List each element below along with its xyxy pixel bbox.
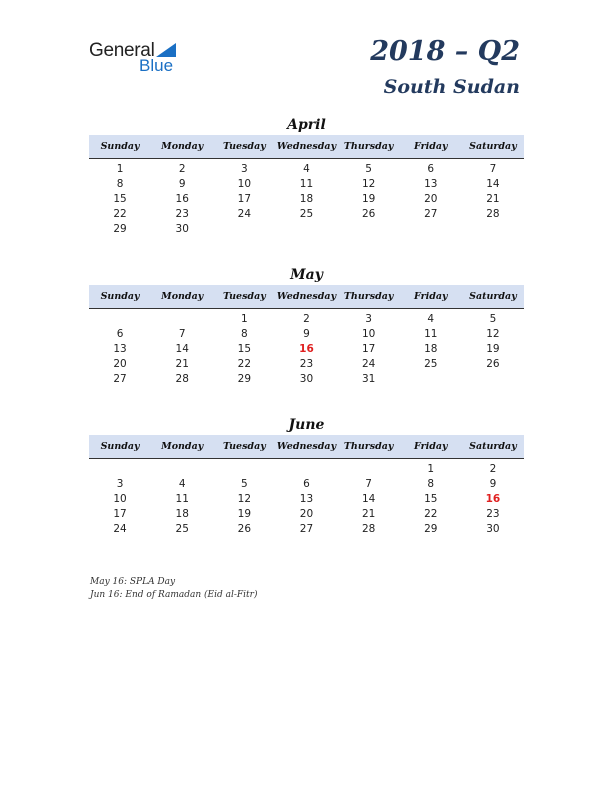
- day-cell: 17: [113, 507, 127, 520]
- day-cell: 4: [178, 477, 186, 490]
- day-cell: 11: [299, 177, 314, 190]
- day-cell: 11: [424, 327, 438, 340]
- week-row: [89, 461, 524, 476]
- day-cell: 19: [237, 507, 252, 520]
- day-cell: 12: [237, 492, 252, 505]
- day-cell: 3: [116, 477, 124, 490]
- holiday-note: May 16: SPLA Day: [90, 577, 176, 587]
- day-cell: 22: [113, 207, 127, 220]
- week-row: [89, 491, 524, 506]
- week-row: [89, 311, 524, 326]
- day-cell: 23: [299, 357, 314, 370]
- day-cell: 26: [361, 207, 376, 220]
- day-cell: 9: [303, 327, 310, 340]
- day-cell: 3: [365, 312, 372, 325]
- day-cell: 14: [361, 492, 376, 505]
- day-cell: 30: [486, 522, 500, 535]
- day-cell: 12: [486, 327, 500, 340]
- weekday-label: Wednesday: [276, 291, 337, 302]
- day-cell: 20: [424, 192, 438, 205]
- weekday-label: Saturday: [469, 141, 517, 152]
- day-cell: 7: [489, 162, 497, 175]
- day-cell: 29: [113, 222, 127, 235]
- day-cell: 3: [241, 162, 248, 175]
- day-cell: 2: [489, 462, 497, 475]
- day-cell: 1: [427, 462, 435, 475]
- day-cell: 19: [361, 192, 376, 205]
- weekday-label: Thursday: [343, 291, 394, 302]
- day-cell: 26: [486, 357, 500, 370]
- day-cell: 20: [299, 507, 314, 520]
- day-cell: 12: [361, 177, 376, 190]
- day-cell: 1: [116, 162, 124, 175]
- weekday-label: Thursday: [343, 441, 394, 452]
- day-cell: 21: [175, 357, 189, 370]
- day-cell: 4: [427, 312, 435, 325]
- day-cell: 22: [237, 357, 252, 370]
- day-cell: 4: [303, 162, 310, 175]
- logo: [89, 40, 189, 76]
- day-cell: 17: [361, 342, 376, 355]
- weekday-header-row: [89, 135, 524, 159]
- logo-blue-text: Blue: [139, 56, 174, 75]
- day-cell: 6: [116, 327, 124, 340]
- weekday-label: Monday: [161, 441, 204, 452]
- week-row: [89, 521, 524, 536]
- country-title: South Sudan: [383, 76, 520, 98]
- weekday-header-row: [89, 435, 524, 459]
- month-name: June: [288, 417, 325, 433]
- day-cell: 2: [303, 312, 310, 325]
- weekday-header-row: [89, 285, 524, 309]
- holiday-note: Jun 16: End of Ramadan (Eid al-Fitr): [90, 589, 258, 600]
- day-cell: 28: [486, 207, 500, 220]
- day-cell: 24: [113, 522, 127, 535]
- day-cell: 10: [237, 177, 252, 190]
- weekday-label: Sunday: [100, 291, 140, 302]
- day-cell: 30: [299, 372, 314, 385]
- month-june: [89, 415, 524, 536]
- day-cell: 25: [424, 357, 438, 370]
- day-cell: 9: [489, 477, 497, 490]
- day-cell: 7: [178, 327, 186, 340]
- day-cell: 16: [485, 492, 501, 505]
- weekday-label: Saturday: [469, 291, 517, 302]
- weekday-label: Friday: [414, 141, 448, 152]
- day-cell: 29: [237, 372, 252, 385]
- day-cell: 29: [424, 522, 438, 535]
- day-cell: 27: [424, 207, 438, 220]
- day-cell: 6: [303, 477, 310, 490]
- weekday-label: Thursday: [343, 141, 394, 152]
- page-title: 2018 – Q2: [370, 36, 520, 67]
- day-cell: 7: [365, 477, 372, 490]
- day-cell: 21: [361, 507, 376, 520]
- logo-general-text: General: [89, 40, 155, 61]
- day-cell: 17: [237, 192, 252, 205]
- weekday-label: Tuesday: [222, 141, 266, 152]
- week-row: [89, 341, 524, 356]
- week-row: [89, 206, 524, 221]
- month-name: May: [290, 267, 323, 283]
- day-cell: 15: [424, 492, 438, 505]
- day-cell: 13: [424, 177, 438, 190]
- day-cell: 8: [116, 177, 124, 190]
- week-row: [89, 326, 524, 341]
- day-cell: 15: [237, 342, 252, 355]
- day-cell: 19: [486, 342, 500, 355]
- day-cell: 9: [178, 177, 186, 190]
- day-cell: 26: [237, 522, 252, 535]
- day-cell: 28: [361, 522, 376, 535]
- day-cell: 21: [486, 192, 500, 205]
- day-cell: 13: [299, 492, 314, 505]
- day-cell: 27: [113, 372, 127, 385]
- day-cell: 23: [486, 507, 500, 520]
- week-row: [89, 371, 524, 386]
- weekday-label: Tuesday: [222, 441, 266, 452]
- day-cell: 16: [299, 342, 314, 355]
- weekday-label: Wednesday: [276, 141, 337, 152]
- weekday-label: Monday: [161, 291, 204, 302]
- day-cell: 11: [175, 492, 189, 505]
- day-cell: 25: [175, 522, 189, 535]
- day-cell: 23: [175, 207, 189, 220]
- day-cell: 20: [113, 357, 127, 370]
- day-cell: 8: [241, 327, 248, 340]
- day-cell: 16: [175, 192, 189, 205]
- weekday-label: Monday: [161, 141, 204, 152]
- day-cell: 2: [178, 162, 186, 175]
- week-row: [89, 191, 524, 206]
- day-cell: 25: [299, 207, 314, 220]
- weekday-label: Saturday: [469, 441, 517, 452]
- week-row: [89, 176, 524, 191]
- day-cell: 18: [175, 507, 189, 520]
- day-cell: 22: [424, 507, 438, 520]
- day-cell: 30: [175, 222, 189, 235]
- day-cell: 31: [361, 372, 376, 385]
- weekday-label: Sunday: [100, 141, 140, 152]
- week-row: [89, 476, 524, 491]
- weekday-label: Sunday: [100, 441, 140, 452]
- day-cell: 13: [113, 342, 127, 355]
- holiday-notes: [90, 576, 257, 601]
- day-cell: 1: [241, 312, 248, 325]
- week-row: [89, 221, 524, 236]
- month-may: [89, 265, 524, 386]
- day-cell: 24: [361, 357, 376, 370]
- day-cell: 10: [361, 327, 376, 340]
- day-cell: 14: [486, 177, 500, 190]
- week-row: [89, 356, 524, 371]
- day-cell: 8: [427, 477, 435, 490]
- day-cell: 5: [365, 162, 372, 175]
- weekday-label: Wednesday: [276, 441, 337, 452]
- day-cell: 18: [299, 192, 314, 205]
- day-cell: 10: [113, 492, 127, 505]
- day-cell: 18: [424, 342, 438, 355]
- day-cell: 6: [427, 162, 435, 175]
- week-row: [89, 161, 524, 176]
- weekday-label: Friday: [414, 291, 448, 302]
- day-cell: 28: [175, 372, 189, 385]
- weekday-label: Friday: [414, 441, 448, 452]
- day-cell: 5: [489, 312, 497, 325]
- logo-triangle-icon: [156, 43, 176, 57]
- day-cell: 24: [237, 207, 252, 220]
- day-cell: 14: [175, 342, 189, 355]
- day-cell: 27: [299, 522, 314, 535]
- weekday-label: Tuesday: [222, 291, 266, 302]
- day-cell: 5: [241, 477, 248, 490]
- month-name: April: [287, 117, 326, 133]
- month-april: [89, 115, 524, 236]
- week-row: [89, 506, 524, 521]
- day-cell: 15: [113, 192, 127, 205]
